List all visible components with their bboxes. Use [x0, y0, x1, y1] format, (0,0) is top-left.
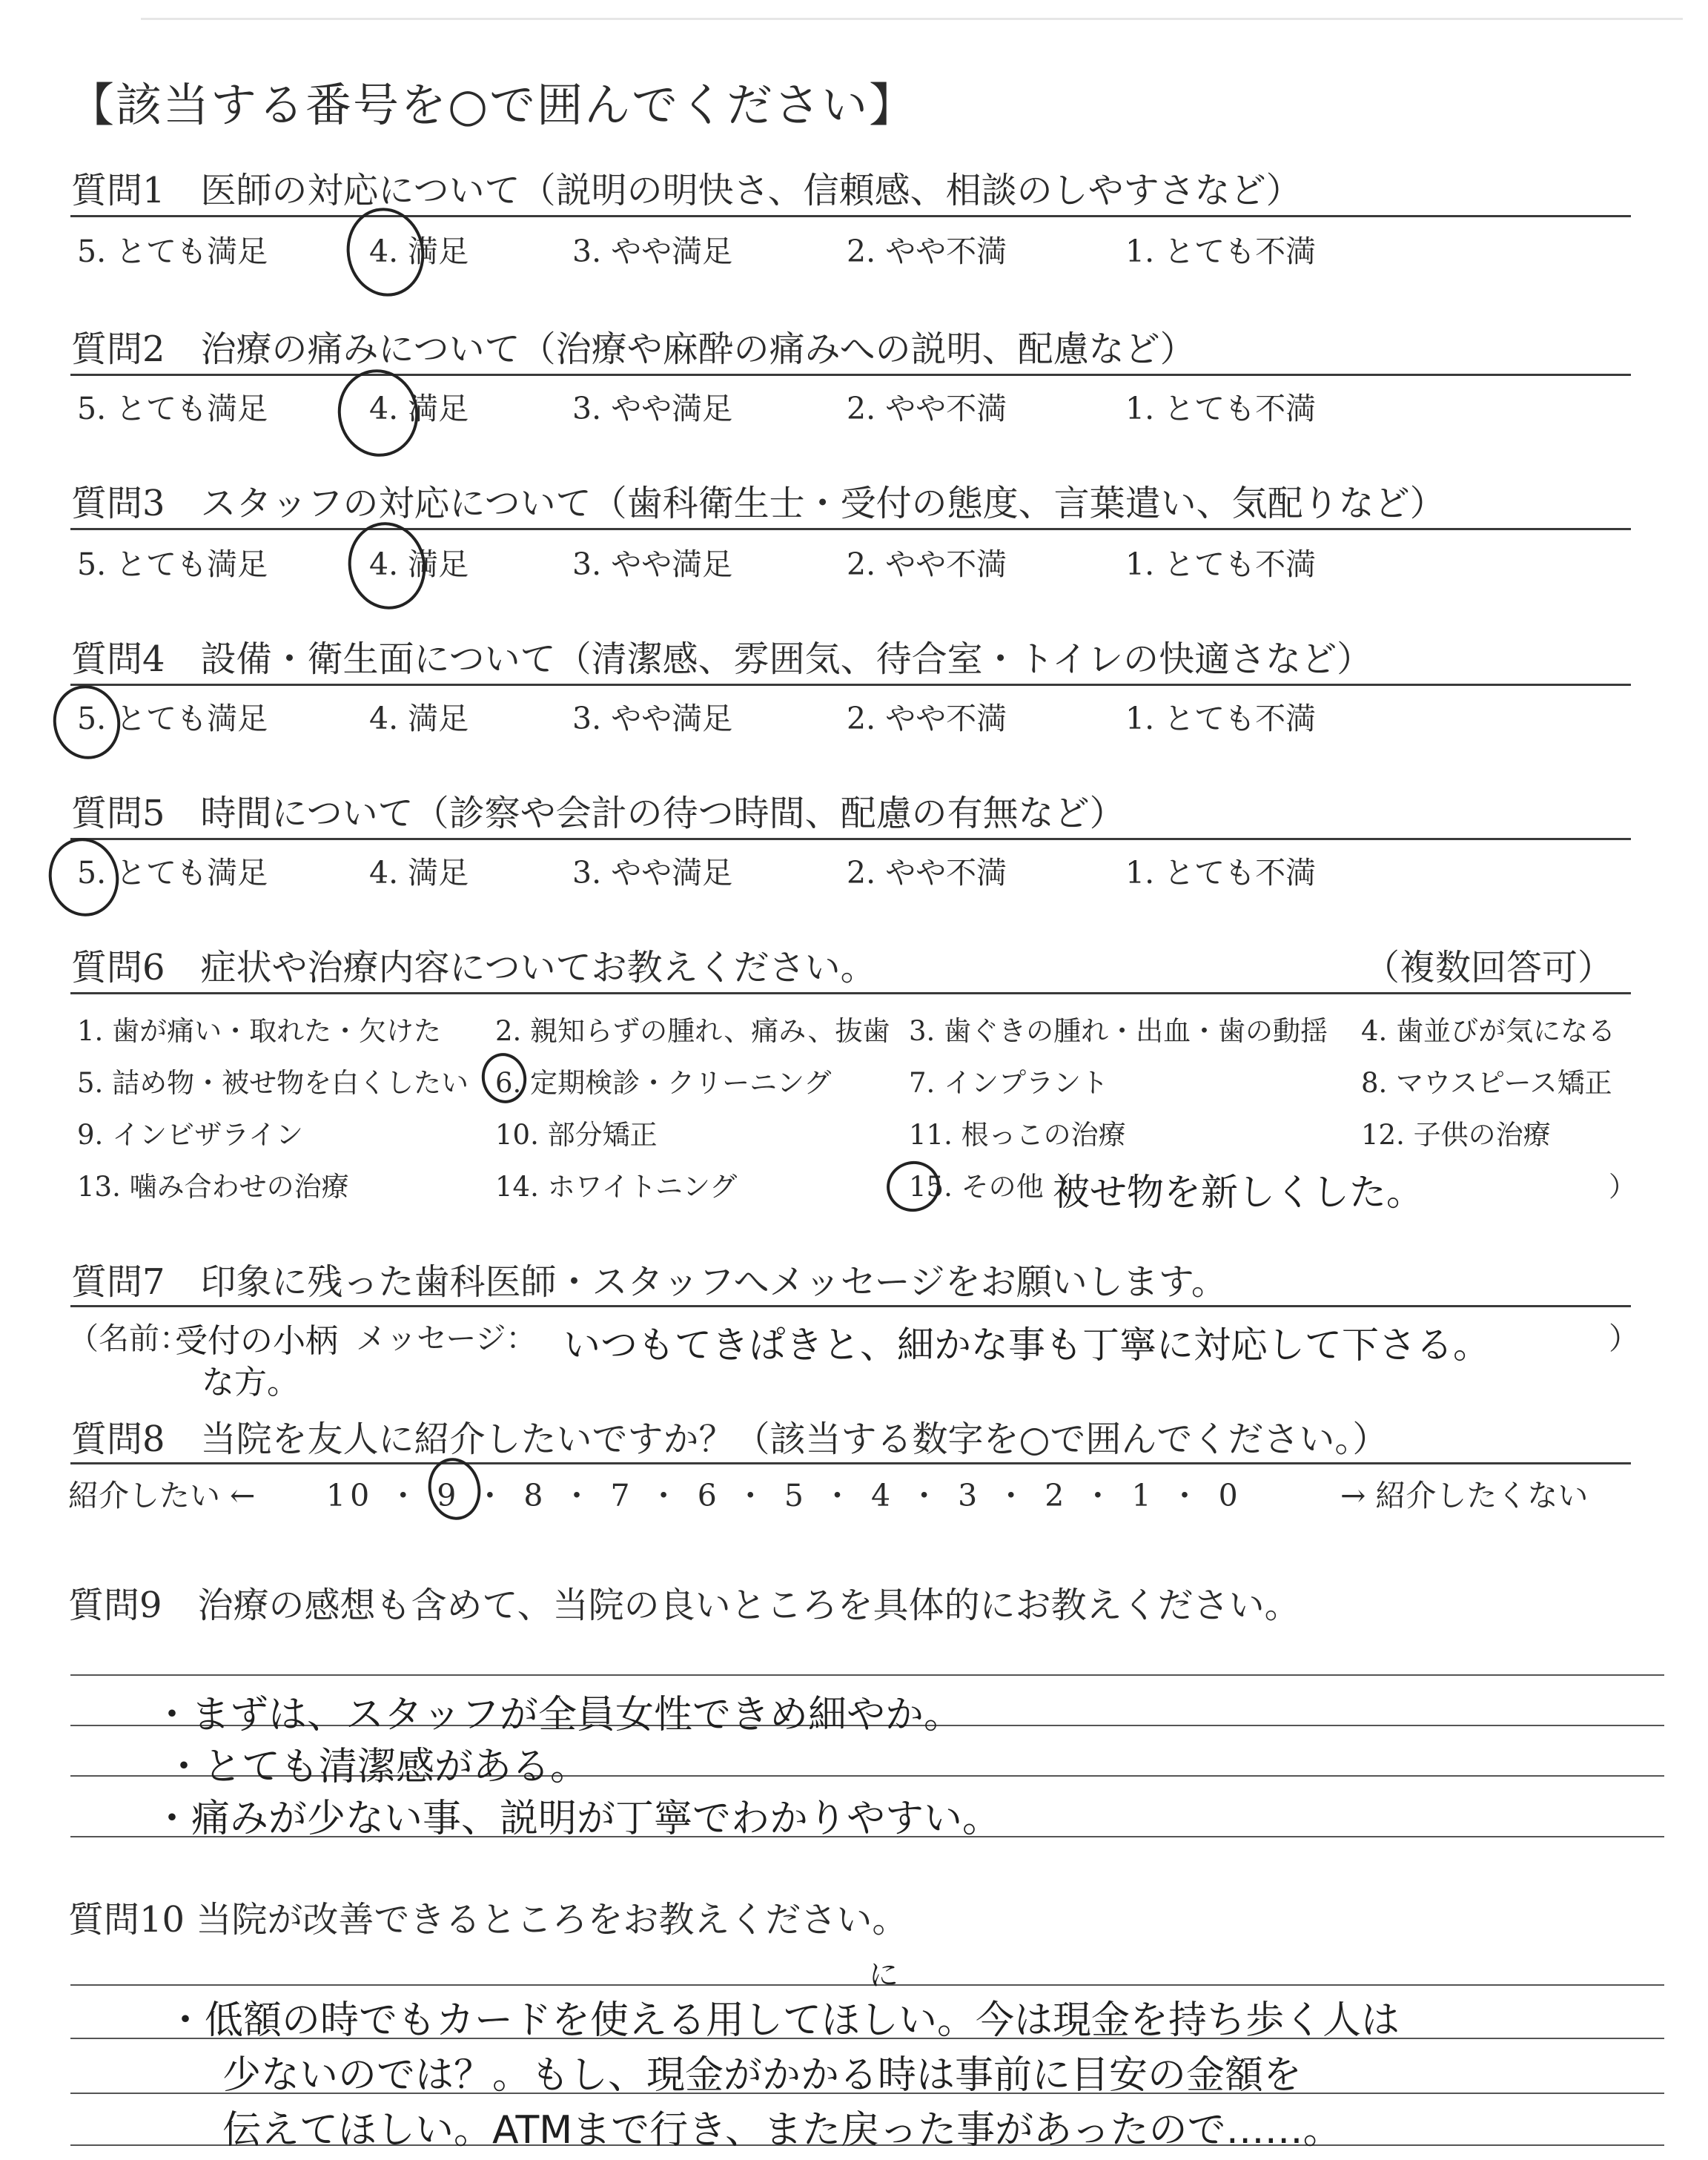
scan-top-edge	[141, 18, 1683, 20]
q5-rule	[70, 838, 1631, 840]
q7-name-label: （名前：	[68, 1321, 190, 1356]
q1-option-3[interactable]: 3. やや満足	[572, 234, 733, 269]
q7-name-value-2[interactable]: な方。	[202, 1364, 299, 1401]
q10-answer-2[interactable]: 少ないのでは？。もし、現金がかかる時は事前に目安の金額を	[222, 2053, 1302, 2098]
q3-option-2[interactable]: 2. やや不満	[847, 546, 1007, 582]
q1-option-4[interactable]: 4. 満足	[369, 234, 469, 269]
q4-option-4[interactable]: 4. 満足	[369, 701, 469, 736]
q2-option-1[interactable]: 1. とても不満	[1125, 391, 1317, 426]
q6-item-9[interactable]: 9. インビザライン	[77, 1119, 303, 1151]
q2-option-3[interactable]: 3. やや満足	[572, 391, 733, 426]
q8-title: 質問8 当院を友人に紹介したいですか？（該当する数字を○で囲んでください。）	[71, 1418, 1388, 1460]
q9-answer-1[interactable]: ・まずは、スタッフが全員女性できめ細やか。	[153, 1693, 963, 1737]
q1-title: 質問1 医師の対応について（説明の明快さ、信頼感、相談のしやすさなど）	[71, 170, 1302, 211]
q5-option-1[interactable]: 1. とても不満	[1125, 855, 1317, 891]
q5-selected-circle	[42, 831, 126, 922]
q4-option-1[interactable]: 1. とても不満	[1125, 701, 1317, 736]
q9-line-1	[70, 1674, 1664, 1676]
q3-option-5[interactable]: 5. とても満足	[77, 546, 268, 582]
q6-other-close-paren: ）	[1609, 1171, 1636, 1203]
q1-rule	[70, 215, 1631, 217]
q5-option-3[interactable]: 3. やや満足	[572, 855, 733, 891]
q8-number-scale[interactable]: 10 ・ 9 ・ 8 ・ 7 ・ 6 ・ 5 ・ 4 ・ 3 ・ 2 ・ 1 ・ 0	[326, 1478, 1242, 1513]
q1-option-2[interactable]: 2. やや不満	[847, 234, 1007, 269]
q6-rule	[70, 992, 1631, 994]
q6-item-8[interactable]: 8. マウスピース矯正	[1361, 1067, 1612, 1099]
q9-title: 質問9 治療の感想も含めて、当院の良いところを具体的にお教えください。	[68, 1585, 1300, 1626]
q8-rule	[70, 1462, 1631, 1464]
q6-item-4[interactable]: 4. 歯並びが気になる	[1361, 1015, 1616, 1047]
q6-item-13[interactable]: 13. 噛み合わせの治療	[77, 1171, 349, 1203]
q7-message-label: メッセージ：	[356, 1321, 537, 1356]
form-header: 【該当する番号を○で囲んでください】	[68, 78, 917, 132]
q2-option-2[interactable]: 2. やや不満	[847, 391, 1007, 426]
q6-item-1[interactable]: 1. 歯が痛い・取れた・欠けた	[77, 1015, 442, 1047]
q10-title: 質問10 当院が改善できるところをお教えください。	[68, 1899, 908, 1941]
q4-option-2[interactable]: 2. やや不満	[847, 701, 1007, 736]
q4-title: 質問4 設備・衛生面について（清潔感、雰囲気、待合室・トイレの快適さなど）	[71, 638, 1373, 680]
q7-title: 質問7 印象に残った歯科医師・スタッフへメッセージをお願いします。	[71, 1261, 1227, 1303]
q2-title: 質問2 治療の痛みについて（治療や麻酔の痛みへの説明、配慮など）	[71, 328, 1196, 370]
q6-item-11[interactable]: 11. 根っこの治療	[909, 1119, 1126, 1151]
q7-close-paren: ）	[1609, 1321, 1639, 1356]
q6-item-12[interactable]: 12. 子供の治療	[1361, 1119, 1551, 1151]
q3-option-4[interactable]: 4. 満足	[369, 546, 469, 582]
q10-answer-1[interactable]: ・低額の時でもカードを使える用してほしい。今は現金を持ち歩く人は	[166, 1998, 1400, 2043]
q4-option-3[interactable]: 3. やや満足	[572, 701, 733, 736]
q8-left-label: 紹介したい ←	[68, 1478, 256, 1513]
q10-answer-3[interactable]: 伝えてほしい。ATMまで行き、また戻った事があったので……。	[222, 2108, 1342, 2153]
q3-title: 質問3 スタッフの対応について（歯科衛生士・受付の態度、言葉遣い、気配りなど）	[71, 483, 1446, 524]
q1-option-1[interactable]: 1. とても不満	[1125, 234, 1317, 269]
q6-item-14[interactable]: 14. ホワイトニング	[495, 1171, 738, 1203]
q9-answer-2[interactable]: ・とても清潔感がある。	[165, 1745, 589, 1789]
q6-item-3[interactable]: 3. 歯ぐきの腫れ・出血・歯の動揺	[909, 1015, 1328, 1047]
q10-line-1	[70, 1984, 1664, 1986]
q7-rule	[70, 1305, 1631, 1307]
q5-option-4[interactable]: 4. 満足	[369, 855, 469, 891]
q1-option-5[interactable]: 5. とても満足	[77, 234, 268, 269]
q4-option-5[interactable]: 5. とても満足	[77, 701, 268, 736]
q6-other-handwritten: 被せ物を新しくした。	[1053, 1171, 1423, 1214]
q3-rule	[70, 528, 1631, 530]
q3-option-3[interactable]: 3. やや満足	[572, 546, 733, 582]
q7-message-value[interactable]: いつもてきぱきと、細かな事も丁寧に対応して下さる。	[563, 1324, 1490, 1367]
q6-item-10[interactable]: 10. 部分矯正	[495, 1119, 658, 1151]
q2-selected-circle	[330, 362, 426, 464]
q4-selected-circle	[47, 679, 128, 766]
q6-item-15[interactable]: 15. その他（	[909, 1171, 1071, 1203]
q2-rule	[70, 374, 1631, 376]
q2-option-4[interactable]: 4. 満足	[369, 391, 469, 426]
q8-right-label: → 紹介したくない	[1340, 1478, 1589, 1513]
q3-option-1[interactable]: 1. とても不満	[1125, 546, 1317, 582]
q5-title: 質問5 時間について（診察や会計の待つ時間、配慮の有無など）	[71, 793, 1125, 834]
q6-item-6[interactable]: 6. 定期検診・クリーニング	[495, 1067, 832, 1099]
q9-answer-3[interactable]: ・痛みが少ない事、説明が丁寧でわかりやすい。	[153, 1797, 1002, 1841]
q6-multiple-note: （複数回答可）	[1364, 947, 1614, 988]
q6-title: 質問6 症状や治療内容についてお教えください。	[71, 947, 876, 988]
q7-name-value[interactable]: 受付の小柄	[175, 1322, 338, 1360]
q6-item-7[interactable]: 7. インプラント	[909, 1067, 1109, 1099]
q6-item-2[interactable]: 2. 親知らずの腫れ、痛み、抜歯	[495, 1015, 890, 1047]
q5-option-5[interactable]: 5. とても満足	[77, 855, 268, 891]
q10-insert-mark: に	[869, 1958, 898, 1992]
q5-option-2[interactable]: 2. やや不満	[847, 855, 1007, 891]
q6-item-5[interactable]: 5. 詰め物・被せ物を白くしたい	[77, 1067, 469, 1099]
q2-option-5[interactable]: 5. とても満足	[77, 391, 268, 426]
q4-rule	[70, 684, 1631, 686]
q3-selected-circle	[340, 515, 434, 616]
